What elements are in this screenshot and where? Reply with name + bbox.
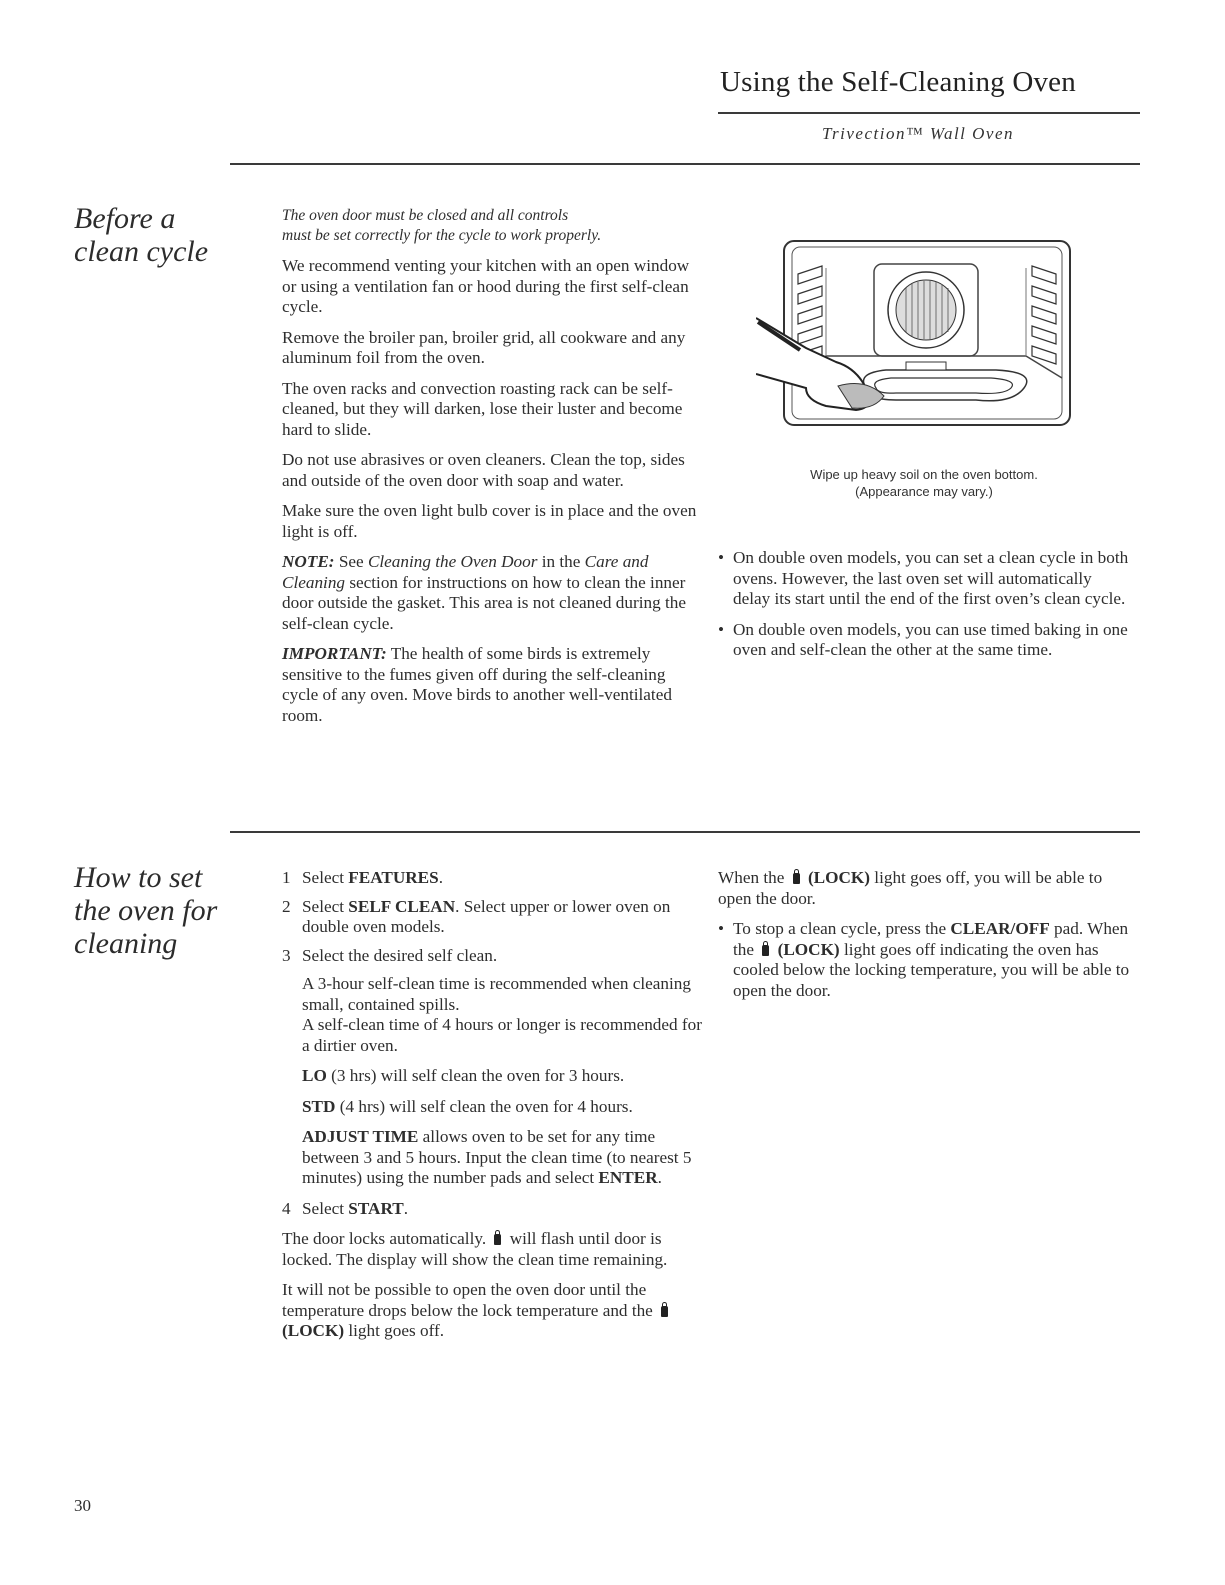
double-oven-notes [718, 548, 1130, 671]
section-rule-middle [230, 831, 1140, 833]
clear-off-key: CLEAR/OFF [950, 919, 1050, 938]
stop-clean-bullet: • To stop a clean cycle, press the CLEAR/OFF pad. When the (LOCK) light goes off indicating the oven has cooled below the locking temperature, you will be able to open the door. [718, 919, 1136, 1001]
four-hour-detail: A self-clean time of 4 hours or longer is recommended for a dirtier oven. [302, 1015, 702, 1055]
before-heading-line2: clean cycle [74, 235, 209, 268]
page-number: 30 [74, 1496, 91, 1515]
care-and-cleaning-ref: Care and Cleaning [282, 552, 649, 592]
venting-paragraph: We recommend venting your kitchen with an open window or using a ventilation fan or hood during the first self-clean cycle. [282, 256, 690, 316]
self-clean-key: SELF CLEAN [348, 896, 456, 916]
how-to-right-column [718, 868, 1136, 1011]
std-option: STD (4 hrs) will self clean the oven for 4 hours. [302, 1096, 633, 1116]
step-2: 2 Select SELF CLEAN. Select upper or lower oven on double oven models. [282, 896, 671, 936]
cleaning-oven-door-ref: Cleaning the Oven Door [367, 552, 538, 571]
step-1: 1 Select FEATURES. [282, 868, 444, 887]
lead-line2: must be set correctly for the cycle to work properly. [282, 227, 602, 244]
door-locks-paragraph: The door locks automatically. will flash until door is locked. The display will show the clean time remaining. [282, 1229, 668, 1269]
howto-heading-line2: the oven for [74, 894, 218, 927]
lock-icon [762, 945, 769, 956]
before-heading-line1: Before a [74, 202, 176, 235]
page-subtitle: Trivection™ Wall Oven [822, 124, 1015, 143]
section-rule-top [230, 163, 1140, 165]
remove-paragraph: Remove the broiler pan, broiler grid, all cookware and any aluminum foil from the oven. [282, 327, 686, 367]
step-3: 3 Select the desired self clean. [282, 945, 498, 965]
note-paragraph: NOTE: See Cleaning the Oven Door in the Care and Cleaning section for instructions on how to clean the inner door outside the gasket. This area is not cleaned during the self-clean cycle. [282, 552, 686, 633]
light-paragraph: Make sure the oven light bulb cover is in place and the oven light is off. [282, 501, 697, 541]
double-oven-bullet-1: • On double oven models, you can set a clean cycle in both ovens. However, the last oven set will automatically delay its start until the end of the first oven’s clean cycle. [718, 548, 1130, 610]
before-clean-heading [74, 202, 208, 268]
header-rule [718, 112, 1140, 114]
lock-icon [793, 873, 800, 884]
lock-icon [661, 1306, 668, 1317]
double-oven-bullet-2: • On double oven models, you can use timed baking in one oven and self-clean the other at the same time. [718, 620, 1130, 661]
lo-option: LO (3 hrs) will self clean the oven for 3 hours. [302, 1066, 625, 1085]
oven-illustration [756, 238, 1076, 430]
lock-icon [494, 1234, 501, 1245]
features-key: FEATURES [348, 868, 439, 887]
enter-key: ENTER [598, 1168, 658, 1187]
caption-line1: Wipe up heavy soil on the oven bottom. [810, 467, 1038, 482]
start-key: START [348, 1198, 404, 1218]
abrasives-paragraph: Do not use abrasives or oven cleaners. Clean the top, sides and outside of the oven door with soap and water. [282, 450, 685, 490]
adjust-time-option: ADJUST TIME allows oven to be set for any time between 3 and 5 hours. Input the clean time (to nearest 5 minutes) using the number pads and select ENTER. [302, 1127, 692, 1187]
important-paragraph: IMPORTANT: The health of some birds is extremely sensitive to the fumes given off during the self-cleaning cycle of any oven. Move birds to another well-ventilated room. [282, 644, 672, 725]
illustration-caption [756, 466, 1092, 500]
howto-heading-line3: cleaning [74, 927, 178, 960]
caption-line2: (Appearance may vary.) [855, 484, 993, 499]
howto-heading-line1: How to set [74, 861, 203, 894]
how-to-steps [282, 868, 702, 1352]
door-open-paragraph: It will not be possible to open the oven door until the temperature drops below the lock temperature and the (LOCK) light goes off. [282, 1280, 702, 1342]
lead-line1: The oven door must be closed and all controls [282, 207, 569, 224]
page-title: Using the Self-Cleaning Oven [720, 66, 1076, 98]
step-4: 4 Select START. [282, 1198, 409, 1218]
racks-paragraph: The oven racks and convection roasting rack can be self-cleaned, but they will darken, lose their luster and become hard to slide. [282, 378, 683, 439]
step-3-details [282, 974, 702, 1056]
before-clean-body [282, 206, 702, 736]
lock-off-paragraph: When the (LOCK) light goes off, you will be able to open the door. [718, 868, 1103, 908]
how-to-set-heading [74, 861, 217, 960]
three-hour-detail: A 3-hour self-clean time is recommended when cleaning small, contained spills. [302, 974, 691, 1014]
